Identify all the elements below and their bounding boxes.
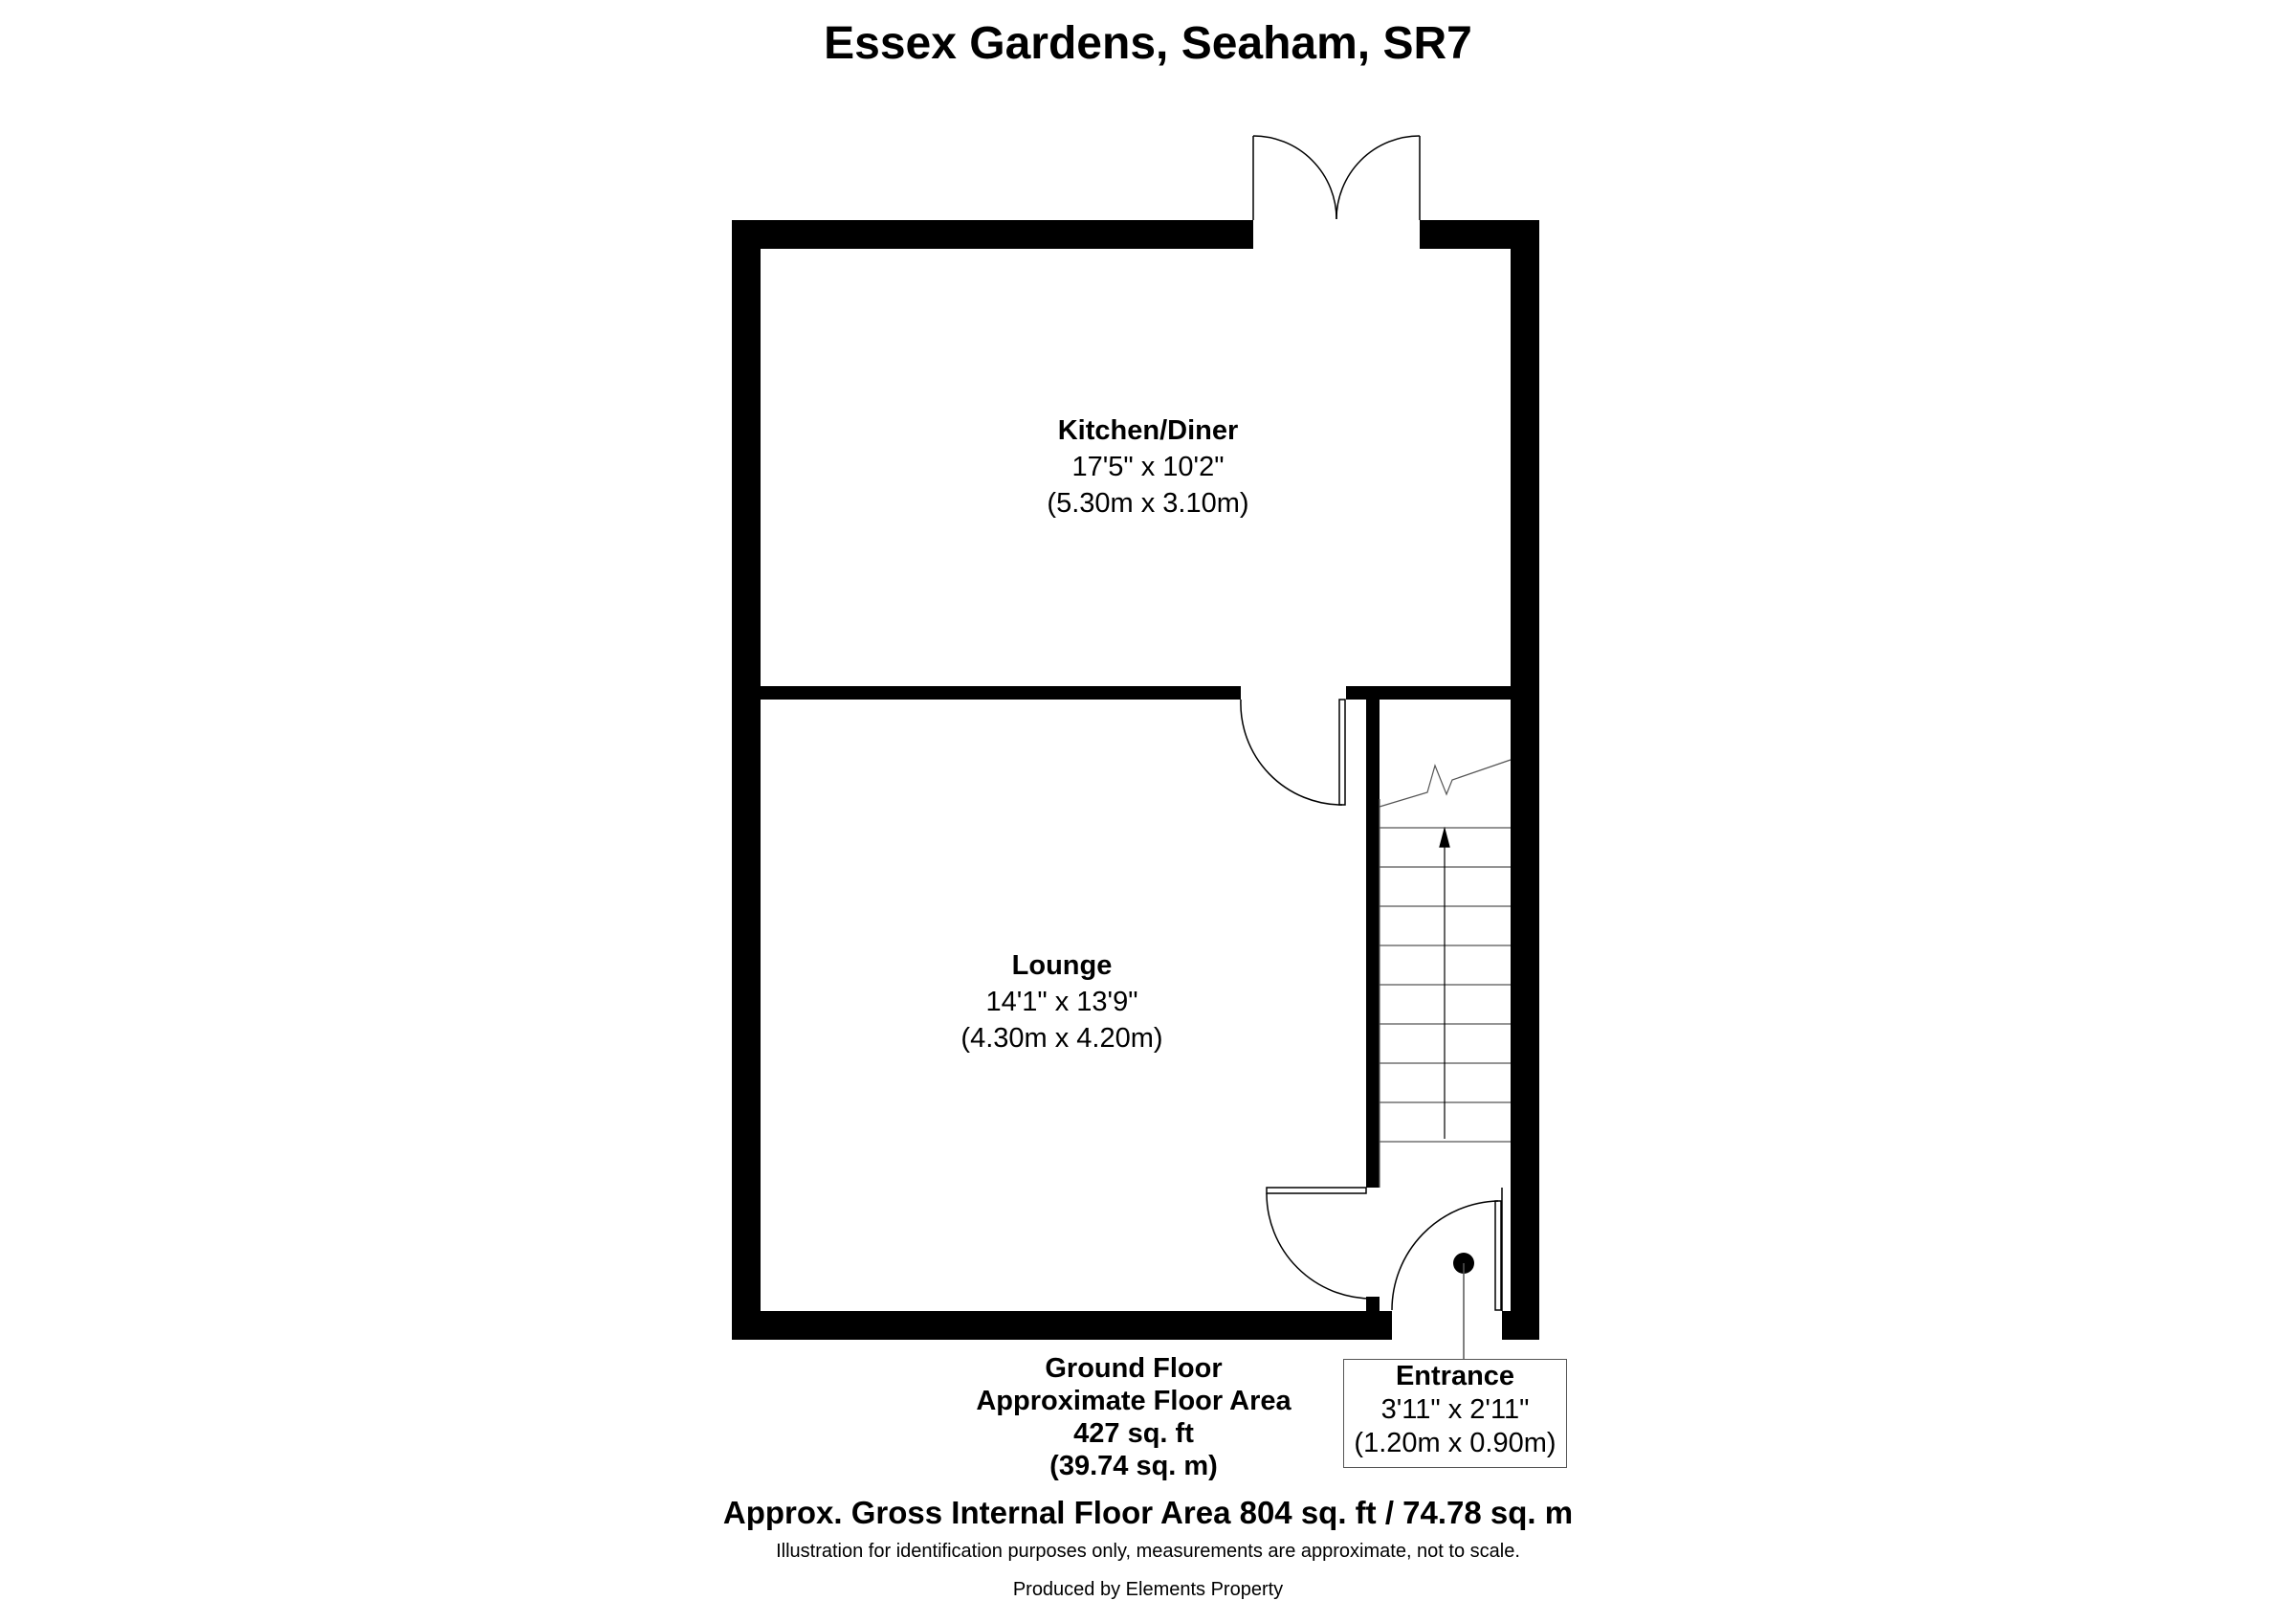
kitchen-label: [957, 412, 1339, 522]
floor-area-label: Approximate Floor Area: [976, 1386, 1292, 1416]
wall-kitchen-hall: [1346, 686, 1511, 700]
hall-door-leaf: [1339, 700, 1345, 805]
kitchen-metric: (5.30m x 3.10m): [1047, 488, 1249, 519]
lounge-door-swing: [1267, 1193, 1372, 1299]
wall-right: [1511, 220, 1539, 1340]
entrance-name: Entrance: [1395, 1361, 1515, 1391]
gross-area: Approx. Gross Internal Floor Area 804 sq. ft / 74.78 sq. m: [722, 1495, 1574, 1530]
producer-credit: Produced by Elements Property: [1012, 1579, 1284, 1600]
floor-summary: [942, 1352, 1325, 1482]
stair-arrow-icon: [1440, 829, 1449, 847]
hall-door-swing: [1241, 700, 1342, 805]
lounge-door-leaf: [1267, 1188, 1366, 1193]
wall-bottom-right: [1502, 1311, 1539, 1340]
wall-top-left: [732, 220, 1253, 249]
kitchen-imperial: 17'5" x 10'2": [1071, 452, 1225, 482]
kitchen-name: Kitchen/Diner: [1057, 415, 1239, 446]
disclaimer: Illustration for identification purposes only, measurements are approximate, not to scale.: [776, 1541, 1520, 1562]
outer-walls: [732, 220, 1539, 1340]
lounge-name: Lounge: [1011, 950, 1113, 981]
staircase: [1380, 760, 1511, 1188]
wall-left: [732, 220, 761, 1340]
wall-bottom-left: [732, 1311, 1392, 1340]
french-door-swing-right: [1336, 136, 1420, 219]
page-title: Essex Gardens, Seaham, SR7: [824, 18, 1472, 69]
french-door-swing-left: [1253, 136, 1336, 219]
floor-area-sqm: (39.74 sq. m): [1049, 1451, 1218, 1481]
entrance-imperial: 3'11" x 2'11": [1380, 1394, 1530, 1425]
stair-break-line: [1380, 760, 1511, 807]
floor-name: Ground Floor: [1045, 1353, 1223, 1384]
front-door-swing: [1392, 1201, 1498, 1310]
lounge-label: [871, 947, 1253, 1056]
front-door-leaf: [1495, 1201, 1501, 1310]
floor-area-sqft: 427 sq. ft: [1073, 1418, 1194, 1449]
wall-kitchen-lounge: [761, 686, 1241, 700]
lounge-imperial: 14'1" x 13'9": [985, 987, 1138, 1017]
entrance-metric: (1.20m x 0.90m): [1354, 1428, 1556, 1458]
lounge-metric: (4.30m x 4.20m): [960, 1023, 1163, 1054]
wall-hall-partition: [1366, 700, 1380, 1188]
entrance-label: [1343, 1359, 1567, 1468]
